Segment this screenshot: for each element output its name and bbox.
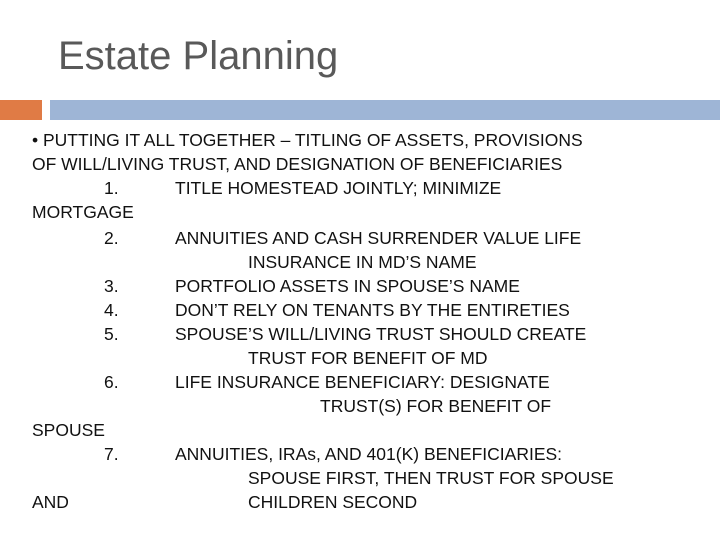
- item-2-line-1: ANNUITIES AND CASH SURRENDER VALUE LIFE: [175, 228, 582, 248]
- item-7-number: 7.: [104, 444, 119, 464]
- item-7-line-1: ANNUITIES, IRAs, AND 401(K) BENEFICIARIES:: [175, 444, 563, 464]
- item-6-line-1: LIFE INSURANCE BENEFICIARY: DESIGNATE: [175, 372, 550, 392]
- item-4-number: 4.: [104, 300, 119, 320]
- item-3-line-1: PORTFOLIO ASSETS IN SPOUSE’S NAME: [175, 276, 520, 296]
- intro-line-2: OF WILL/LIVING TRUST, AND DESIGNATION OF BENEFICIARIES: [32, 154, 563, 174]
- item-4-line-1: DON’T RELY ON TENANTS BY THE ENTIRETIES: [175, 300, 570, 320]
- item-7-overflow: AND: [32, 492, 69, 512]
- item-1-number: 1.: [104, 178, 119, 198]
- item-6-line-2: TRUST(S) FOR BENEFIT OF: [320, 396, 552, 416]
- item-1-overflow: MORTGAGE: [32, 202, 134, 222]
- item-7-line-2: SPOUSE FIRST, THEN TRUST FOR SPOUSE: [248, 468, 614, 488]
- item-2-number: 2.: [104, 228, 119, 248]
- item-5-line-2: TRUST FOR BENEFIT OF MD: [248, 348, 488, 368]
- item-2-line-2: INSURANCE IN MD’S NAME: [248, 252, 477, 272]
- item-1-line-1: TITLE HOMESTEAD JOINTLY; MINIMIZE: [175, 178, 502, 198]
- item-3-number: 3.: [104, 276, 119, 296]
- intro-line-1: • PUTTING IT ALL TOGETHER – TITLING OF ASSETS, PROVISIONS: [32, 130, 583, 150]
- item-6-number: 6.: [104, 372, 119, 392]
- item-6-overflow: SPOUSE: [32, 420, 105, 440]
- item-5-number: 5.: [104, 324, 119, 344]
- item-5-line-1: SPOUSE’S WILL/LIVING TRUST SHOULD CREATE: [175, 324, 587, 344]
- item-7-line-3: CHILDREN SECOND: [248, 492, 418, 512]
- slide-title: Estate Planning: [58, 34, 339, 78]
